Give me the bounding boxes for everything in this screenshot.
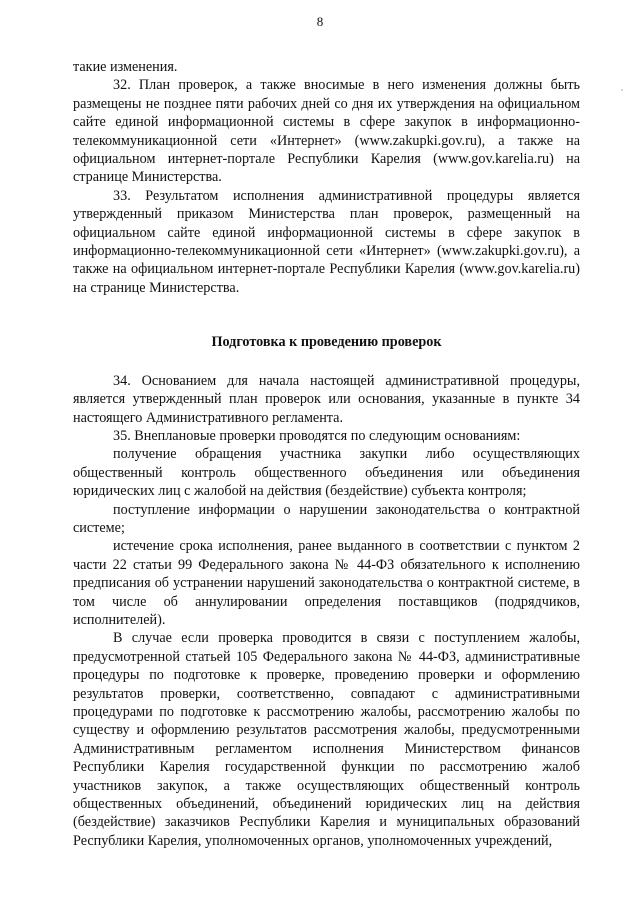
list-item-expiry: истечение срока исполнения, ранее выданного в соответствии с пунктом 2 части 22 статьи 99 Федерального закона № 44-ФЗ обязательного к исполнению предписания об устранении нарушений законодательства о контрактной системе, в том числе об аннулировании определения поставщиков (подрядчиков, исполнителей). [73, 538, 580, 628]
list-item-complaint: получение обращения участника закупки либо осуществляющих общественный контроль общественного объединения или объединения юридических лиц с жалобой на действия (бездействие) субъекта контроля; [73, 446, 580, 500]
page-number: 8 [316, 14, 324, 29]
section-heading: Подготовка к проведению проверок [211, 334, 442, 351]
paragraph-32: 32. План проверок, а также вносимые в него изменения должны быть размещены не позднее пяти рабочих дней со дня их утверждения на официальном сайте единой информационной системы в сфере закупок в информационно-телекоммуникационной сети «Интернет» (www.zakupki.gov.ru), а также на официальном интернет-портале Республики Карелия (www.gov.karelia.ru) на странице Министерства. [73, 77, 580, 186]
paragraph-continuation: такие изменения. [73, 59, 178, 75]
paragraph-33: 33. Результатом исполнения административной процедуры является утвержденный приказом Министерства план проверок, размещенный на официальном сайте единой информационной системы в сфере закупок в информационно-телекоммуникационной сети «Интернет» (www.zakupki.gov.ru), а также на официальном интернет-портале Республики Карелия (www.gov.karelia.ru) на странице Министерства. [73, 187, 580, 296]
list-item-information: поступление информации о нарушении законодательства о контрактной системе; [73, 501, 580, 536]
margin-mark: ˙ [620, 86, 624, 100]
paragraph-35: 35. Внеплановые проверки проводятся по следующим основаниям: [113, 427, 521, 444]
document-body [73, 58, 580, 850]
paragraph-34: 34. Основанием для начала настоящей административной процедуры, является утвержденный план проверок или основания, указанные в пункте 34 настоящего Административного регламента. [73, 372, 580, 426]
paragraph-complaint-case: В случае если проверка проводится в связи с поступлением жалобы, предусмотренной статьей 105 Федерального закона № 44-ФЗ, административные процедуры по подготовке к проверке, проведению проверки и оформлению результатов проверки, соответственно, совпадают с административными процедурами по подготовке к рассмотрению жалобы, рассмотрению жалобы по существу и оформлению результатов рассмотрения жалобы, предусмотренными Административным регламентом исполнения Министерством финансов Республики Карелия государственной функции по рассмотрению жалоб участников закупок, а также осуществляющих общественный контроль общественных объединений, объединений юридических лиц на действия (бездействие) заказчиков Республики Карелия и муниципальных образований Республики Карелия, уполномоченных органов, уполномоченных учреждений, [73, 630, 580, 849]
